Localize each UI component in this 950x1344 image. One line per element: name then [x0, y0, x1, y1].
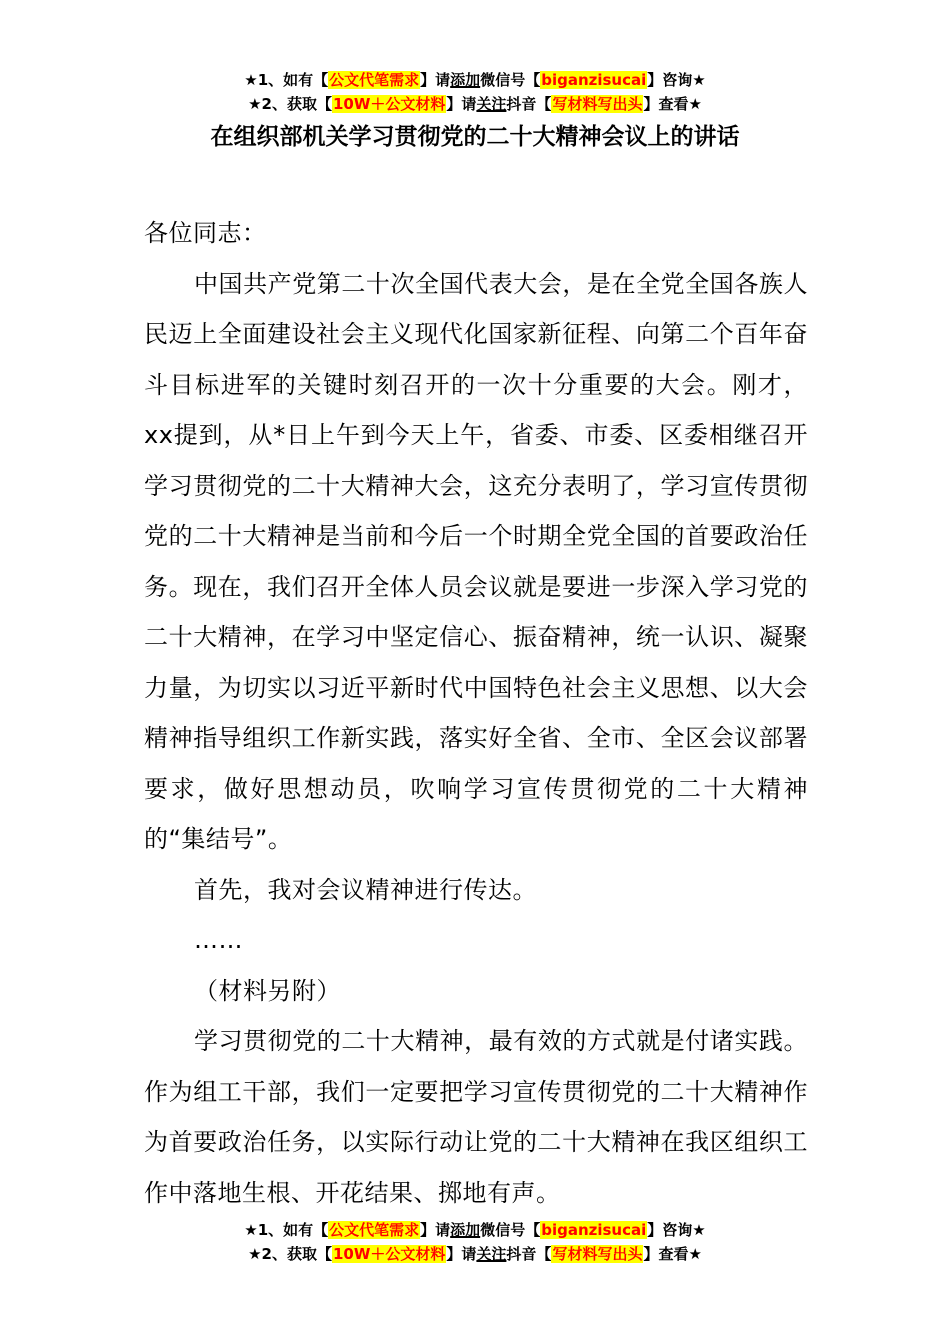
promo-highlight: biganzisucai: [541, 1221, 647, 1239]
promo-underline: 添加: [450, 71, 481, 89]
promo-text: 抖音【: [506, 1245, 552, 1263]
promo-text: 】咨询: [647, 71, 693, 89]
star-icon: ★: [692, 71, 706, 89]
greeting: 各位同志：: [144, 219, 267, 247]
promo-footer: [0, 1218, 950, 1266]
promo-text: 抖音【: [506, 95, 552, 113]
promo-underline: 添加: [450, 1221, 481, 1239]
star-icon: ★: [248, 1245, 262, 1263]
promo-text: 】请: [420, 1221, 451, 1239]
promo-underline: 关注: [476, 95, 507, 113]
paragraph: 学习贯彻党的二十大精神，最有效的方式就是付诸实践。作为组工干部，我们一定要把学习宣传贯彻党的二十大精神作为首要政治任务，以实际行动让党的二十大精神在我区组织工作中落地生根、开花结果、掷地有声。: [144, 1027, 808, 1207]
promo-text: 】请: [446, 95, 477, 113]
promo-underline: 关注: [476, 1245, 507, 1263]
promo-highlight: 公文代笔需求: [329, 1221, 420, 1239]
promo-text: 微信号【: [480, 1221, 541, 1239]
promo-text: 】请: [446, 1245, 477, 1263]
promo-text: 】查看: [643, 1245, 689, 1263]
promo-highlight: 10W＋公文材料: [332, 1245, 446, 1263]
promo-text: 2、获取【: [261, 95, 332, 113]
promo-line-1: [0, 1218, 950, 1242]
document-title: 在组织部机关学习贯彻党的二十大精神会议上的讲话: [210, 124, 740, 150]
promo-line-2: [0, 1242, 950, 1266]
star-icon: ★: [692, 1221, 706, 1239]
star-icon: ★: [244, 1221, 258, 1239]
document-body: [144, 208, 808, 1218]
paragraph: 中国共产党第二十次全国代表大会，是在全党全国各族人民迈上全面建设社会主义现代化国家新征程、向第二个百年奋斗目标进军的关键时刻召开的一次十分重要的大会。刚才，xx提到，从*日上午到今天上午，省委、市委、区委相继召开学习贯彻党的二十大精神大会，这充分表明了，学习宣传贯彻党的二十大精神是当前和今后一个时期全党全国的首要政治任务。现在，我们召开全体人员会议就是要进一步深入学习党的二十大精神，在学习中坚定信心、振奋精神，统一认识、凝聚力量，为切实以习近平新时代中国特色社会主义思想、以大会精神指导组织工作新实践，落实好全省、全市、全区会议部署要求，做好思想动员，吹响学习宣传贯彻党的二十大精神的“集结号”。: [144, 269, 808, 853]
paragraph: （材料另附）: [194, 976, 341, 1005]
promo-highlight: 公文代笔需求: [329, 71, 420, 89]
promo-highlight: biganzisucai: [541, 71, 647, 89]
promo-highlight: 写材料写出头: [552, 1245, 643, 1263]
star-icon: ★: [244, 71, 258, 89]
promo-text: 】查看: [643, 95, 689, 113]
promo-text: 2、获取【: [261, 1245, 332, 1263]
promo-text: 】请: [420, 71, 451, 89]
promo-text: 】咨询: [647, 1221, 693, 1239]
star-icon: ★: [248, 95, 262, 113]
paragraph: ……: [194, 926, 243, 954]
promo-text: 1、如有【: [257, 71, 329, 89]
star-icon: ★: [688, 95, 702, 113]
star-icon: ★: [688, 1245, 702, 1263]
promo-header: [0, 68, 950, 116]
promo-line-2: [0, 92, 950, 116]
promo-text: 1、如有【: [257, 1221, 329, 1239]
promo-highlight: 写材料写出头: [552, 95, 643, 113]
promo-line-1: [0, 68, 950, 92]
paragraph: 首先，我对会议精神进行传达。: [194, 875, 537, 904]
promo-text: 微信号【: [480, 71, 541, 89]
promo-highlight: 10W＋公文材料: [332, 95, 446, 113]
